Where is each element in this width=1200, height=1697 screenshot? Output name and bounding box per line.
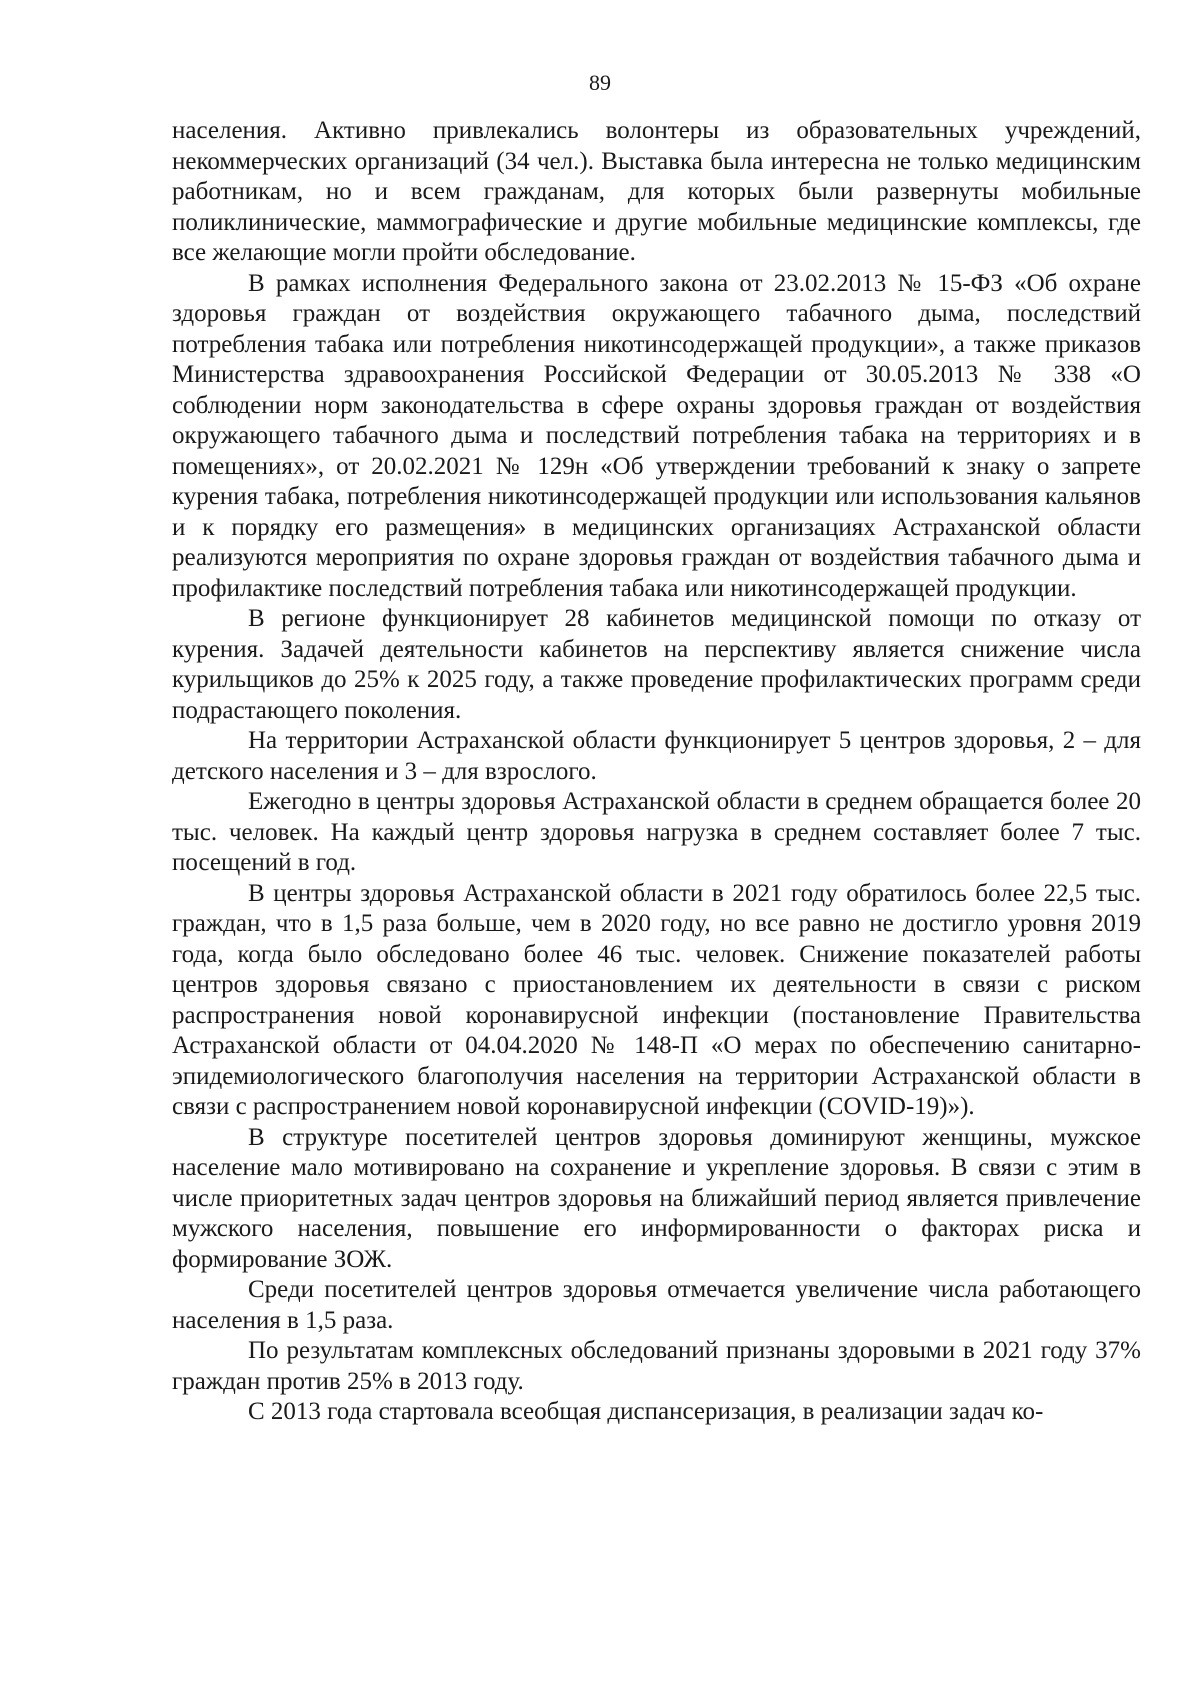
paragraph-exhibition-continuation: населения. Активно привлекались волонтеры из образовательных учреждений, некоммерческих организаций (34 чел.). Выставка была интересна не только медицинским работникам, но и всем гражданам, для которых были развернуты мобильные поликлинические, маммографические и другие мобильные медицинские комплексы, где все желающие могли пройти обследование. xyxy=(172,117,1141,266)
paragraph-2021-visits: В центры здоровья Астраханской области в 2021 году обратилось более 22,5 тыс. граждан, что в 1,5 раза больше, чем в 2020 году, но все равно не достигло уровня 2019 года, когда было обследовано более 46 тыс. человек. Снижение показателей работы центров здоровья связано с приостановлением их деятельности в связи с риском распространения новой коронавирусной инфекции (постановление Правительства Астраханской области от 04.04.2020 № 148-П «О мерах по обеспечению санитарно-эпидемиологического благополучия населения на территории Астраханской области в связи с распространением новой коронавирусной инфекции (COVID-19)»). xyxy=(172,879,1141,1120)
paragraph-dispensarization: С 2013 года стартовала всеобщая диспансеризация, в реализации задач ко- xyxy=(248,1398,1044,1425)
document-body xyxy=(172,116,1141,1428)
paragraph-visitor-structure: В структуре посетителей центров здоровья доминируют женщины, мужское население мало мотивировано на сохранение и укрепление здоровья. В связи с этим в числе приоритетных задач центров здоровья на ближайший период является привлечение мужского населения, повышение его информированности о факторах риска и формирование ЗОЖ. xyxy=(172,1123,1141,1273)
paragraph-healthy-results: По результатам комплексных обследований признаны здоровыми в 2021 году 37% граждан против 25% в 2013 году. xyxy=(172,1337,1141,1395)
paragraph-health-centers-count: На территории Астраханской области функционирует 5 центров здоровья, 2 – для детского населения и 3 – для взрослого. xyxy=(172,727,1141,785)
paragraph-tobacco-law: В рамках исполнения Федерального закона от 23.02.2013 № 15-ФЗ «Об охране здоровья граждан от воздействия окружающего табачного дыма, последствий потребления табака или потребления никотинсодержащей продукции», а также приказов Министерства здравоохранения Российской Федерации от 30.05.2013 № 338 «О соблюдении норм законодательства в сфере охраны здоровья граждан от воздействия окружающего табачного дыма и последствий потребления табака на территориях и в помещениях», от 20.02.2021 № 129н «Об утверждении требований к знаку о запрете курения табака, потребления никотинсодержащей продукции или использования кальянов и к порядку его размещения» в медицинских организациях Астраханской области реализуются мероприятия по охране здоровья граждан от воздействия табачного дыма и профилактике последствий потребления табака или никотинсодержащей продукции. xyxy=(172,269,1141,602)
paragraph-working-population: Среди посетителей центров здоровья отмечается увеличение числа работающего населения в 1,5 раза. xyxy=(172,1276,1141,1334)
page-number: 89 xyxy=(589,70,611,95)
paragraph-annual-visits: Ежегодно в центры здоровья Астраханской области в среднем обращается более 20 тыс. человек. На каждый центр здоровья нагрузка в среднем составляет более 7 тыс. посещений в год. xyxy=(172,788,1141,876)
paragraph-smoking-cessation-offices: В регионе функционирует 28 кабинетов медицинской помощи по отказу от курения. Задачей деятельности кабинетов на перспективу является снижение числа курильщиков до 25% к 2025 году, а также проведение профилактических программ среди подрастающего поколения. xyxy=(172,605,1141,724)
